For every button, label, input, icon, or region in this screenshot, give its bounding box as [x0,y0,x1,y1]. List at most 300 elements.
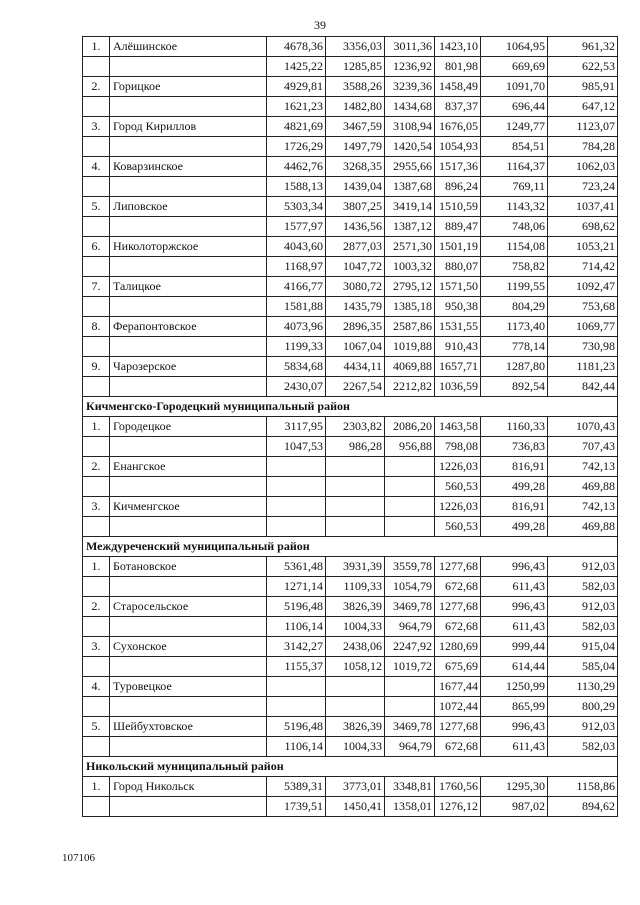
value-cell: 964,79 [385,737,435,757]
value-cell: 1154,08 [481,237,548,257]
value-cell: 1067,04 [326,337,385,357]
value-cell: 1181,23 [548,357,618,377]
value-cell: 987,02 [481,797,548,817]
settlement-name: Чарозерское [110,357,267,377]
value-cell: 1581,88 [267,297,326,317]
empty-cell [110,217,267,237]
value-cell: 1621,23 [267,97,326,117]
value-cell: 1588,13 [267,177,326,197]
value-cell: 1577,97 [267,217,326,237]
value-cell: 915,04 [548,637,618,657]
table-row [83,357,618,377]
value-cell: 1109,33 [326,577,385,597]
value-cell: 675,69 [435,657,481,677]
value-cell: 742,13 [548,457,618,477]
value-cell: 961,32 [548,37,618,57]
row-number: 5. [83,717,110,737]
empty-cell [110,697,267,717]
row-number: 2. [83,597,110,617]
value-cell: 1280,69 [435,637,481,657]
value-cell: 3931,39 [326,557,385,577]
value-cell [267,677,326,697]
empty-cell [83,657,110,677]
value-cell: 611,43 [481,577,548,597]
settlement-name: Коварзинское [110,157,267,177]
value-cell: 672,68 [435,737,481,757]
value-cell: 1287,80 [481,357,548,377]
value-cell: 582,03 [548,737,618,757]
table-row [83,417,618,437]
value-cell: 560,53 [435,477,481,497]
empty-cell [83,797,110,817]
district-name: Никольский муниципальный район [83,757,618,777]
settlement-name: Старосельское [110,597,267,617]
value-cell: 1092,47 [548,277,618,297]
value-cell: 1295,30 [481,777,548,797]
value-cell: 4073,96 [267,317,326,337]
value-cell: 736,83 [481,437,548,457]
value-cell: 582,03 [548,617,618,637]
value-cell: 672,68 [435,617,481,637]
table-row [83,677,618,697]
value-cell: 1571,50 [435,277,481,297]
row-number: 1. [83,417,110,437]
row-number: 9. [83,357,110,377]
value-cell: 880,07 [435,257,481,277]
settlement-name: Енангское [110,457,267,477]
table-row [83,777,618,797]
value-cell: 4678,36 [267,37,326,57]
value-cell: 1072,44 [435,697,481,717]
empty-cell [110,297,267,317]
value-cell: 837,37 [435,97,481,117]
value-cell: 4929,81 [267,77,326,97]
value-cell: 753,68 [548,297,618,317]
row-number: 1. [83,557,110,577]
value-cell: 1143,32 [481,197,548,217]
table-row [83,97,618,117]
value-cell [326,497,385,517]
value-cell: 1091,70 [481,77,548,97]
empty-cell [110,137,267,157]
value-cell: 2430,07 [267,377,326,397]
empty-cell [110,477,267,497]
settlement-name: Шейбухтовское [110,717,267,737]
value-cell: 1676,05 [435,117,481,137]
value-cell: 1173,40 [481,317,548,337]
value-cell [326,477,385,497]
value-cell: 804,29 [481,297,548,317]
value-cell: 1019,88 [385,337,435,357]
empty-cell [110,517,267,537]
value-cell [385,477,435,497]
value-cell: 4043,60 [267,237,326,257]
empty-cell [83,97,110,117]
value-cell: 3826,39 [326,717,385,737]
value-cell: 1271,14 [267,577,326,597]
value-cell: 3419,14 [385,197,435,217]
settlement-name: Липовское [110,197,267,217]
table-row [83,177,618,197]
value-cell: 611,43 [481,737,548,757]
value-cell: 1657,71 [435,357,481,377]
value-cell: 4821,69 [267,117,326,137]
value-cell: 3559,78 [385,557,435,577]
value-cell: 1062,03 [548,157,618,177]
empty-cell [83,297,110,317]
value-cell: 964,79 [385,617,435,637]
value-cell: 672,68 [435,577,481,597]
empty-cell [110,337,267,357]
table-row [83,317,618,337]
value-cell: 611,43 [481,617,548,637]
value-cell: 3080,72 [326,277,385,297]
value-cell: 1434,68 [385,97,435,117]
value-cell: 1019,72 [385,657,435,677]
value-cell: 2955,66 [385,157,435,177]
value-cell: 1463,58 [435,417,481,437]
value-cell: 1425,22 [267,57,326,77]
row-number: 3. [83,637,110,657]
table-row [83,657,618,677]
empty-cell [83,437,110,457]
value-cell: 1168,97 [267,257,326,277]
value-cell: 1277,68 [435,717,481,737]
value-cell: 698,62 [548,217,618,237]
row-number: 2. [83,457,110,477]
value-cell: 1226,03 [435,497,481,517]
empty-cell [83,517,110,537]
value-cell: 469,88 [548,477,618,497]
value-cell: 1054,93 [435,137,481,157]
value-cell [326,697,385,717]
value-cell: 996,43 [481,557,548,577]
value-cell: 1285,85 [326,57,385,77]
value-cell: 1158,86 [548,777,618,797]
value-cell: 1358,01 [385,797,435,817]
value-cell: 784,28 [548,137,618,157]
value-cell: 1436,56 [326,217,385,237]
value-cell: 3108,94 [385,117,435,137]
tariff-table [82,36,618,817]
value-cell: 1439,04 [326,177,385,197]
value-cell: 5834,68 [267,357,326,377]
empty-cell [110,97,267,117]
table-row [83,217,618,237]
empty-cell [83,737,110,757]
value-cell: 3588,26 [326,77,385,97]
value-cell: 1130,29 [548,677,618,697]
value-cell: 3807,25 [326,197,385,217]
value-cell: 1003,32 [385,257,435,277]
settlement-name: Николоторжское [110,237,267,257]
value-cell: 582,03 [548,577,618,597]
value-cell: 1482,80 [326,97,385,117]
table-row [83,377,618,397]
value-cell: 3239,36 [385,77,435,97]
empty-cell [83,697,110,717]
value-cell: 996,43 [481,717,548,737]
value-cell: 801,98 [435,57,481,77]
district-header-row [83,757,618,777]
value-cell: 3826,39 [326,597,385,617]
table-row [83,457,618,477]
value-cell: 3467,59 [326,117,385,137]
value-cell: 1160,33 [481,417,548,437]
row-number: 5. [83,197,110,217]
value-cell: 1123,07 [548,117,618,137]
value-cell: 1277,68 [435,557,481,577]
value-cell: 1450,41 [326,797,385,817]
table-row [83,197,618,217]
value-cell: 892,54 [481,377,548,397]
settlement-name: Городецкое [110,417,267,437]
value-cell: 707,43 [548,437,618,457]
value-cell [385,517,435,537]
value-cell [267,697,326,717]
value-cell: 865,99 [481,697,548,717]
value-cell [267,517,326,537]
table-row [83,557,618,577]
value-cell: 3011,36 [385,37,435,57]
settlement-name: Алёшинское [110,37,267,57]
settlement-name: Сухонское [110,637,267,657]
settlement-name: Ботановское [110,557,267,577]
value-cell: 5303,34 [267,197,326,217]
value-cell [326,677,385,697]
table-row [83,137,618,157]
row-number: 7. [83,277,110,297]
value-cell: 1070,43 [548,417,618,437]
settlement-name: Город Кириллов [110,117,267,137]
table-row [83,477,618,497]
table-row [83,117,618,137]
value-cell: 910,43 [435,337,481,357]
value-cell: 1106,14 [267,737,326,757]
table-row [83,617,618,637]
table-row [83,597,618,617]
empty-cell [83,57,110,77]
value-cell: 800,29 [548,697,618,717]
row-number: 1. [83,37,110,57]
settlement-name: Туровецкое [110,677,267,697]
table-row [83,57,618,77]
empty-cell [110,577,267,597]
empty-cell [83,477,110,497]
empty-cell [83,337,110,357]
value-cell: 1387,12 [385,217,435,237]
value-cell: 614,44 [481,657,548,677]
empty-cell [83,377,110,397]
value-cell: 499,28 [481,517,548,537]
value-cell: 1501,19 [435,237,481,257]
table-row [83,737,618,757]
value-cell: 912,03 [548,717,618,737]
value-cell: 2212,82 [385,377,435,397]
value-cell: 1277,68 [435,597,481,617]
empty-cell [110,177,267,197]
value-cell: 896,24 [435,177,481,197]
value-cell: 999,44 [481,637,548,657]
value-cell: 854,51 [481,137,548,157]
value-cell: 1423,10 [435,37,481,57]
value-cell: 5196,48 [267,717,326,737]
empty-cell [110,797,267,817]
empty-cell [110,257,267,277]
value-cell [267,457,326,477]
value-cell: 4434,11 [326,357,385,377]
value-cell: 1199,33 [267,337,326,357]
value-cell: 1164,37 [481,157,548,177]
table-row [83,77,618,97]
row-number: 6. [83,237,110,257]
value-cell: 996,43 [481,597,548,617]
value-cell: 3348,81 [385,777,435,797]
table-row [83,517,618,537]
value-cell: 1531,55 [435,317,481,337]
row-number: 4. [83,677,110,697]
value-cell [267,497,326,517]
value-cell: 798,08 [435,437,481,457]
district-name: Кичменгско-Городецкий муниципальный район [83,397,618,417]
value-cell: 912,03 [548,557,618,577]
value-cell [385,497,435,517]
value-cell [385,457,435,477]
value-cell: 2587,86 [385,317,435,337]
value-cell: 5196,48 [267,597,326,617]
value-cell: 1047,72 [326,257,385,277]
value-cell: 499,28 [481,477,548,497]
value-cell: 1069,77 [548,317,618,337]
table-row [83,157,618,177]
value-cell: 4462,76 [267,157,326,177]
value-cell: 1226,03 [435,457,481,477]
value-cell: 1004,33 [326,617,385,637]
value-cell: 1054,79 [385,577,435,597]
value-cell: 2303,82 [326,417,385,437]
table-row [83,497,618,517]
value-cell: 585,04 [548,657,618,677]
row-number: 1. [83,777,110,797]
value-cell: 1726,29 [267,137,326,157]
empty-cell [83,217,110,237]
table-row [83,637,618,657]
value-cell: 4069,88 [385,357,435,377]
empty-cell [110,377,267,397]
district-name: Междуреченский муниципальный район [83,537,618,557]
value-cell: 816,91 [481,457,548,477]
value-cell: 742,13 [548,497,618,517]
value-cell: 730,98 [548,337,618,357]
value-cell: 1036,59 [435,377,481,397]
table-row [83,277,618,297]
value-cell: 4166,77 [267,277,326,297]
value-cell: 778,14 [481,337,548,357]
value-cell: 3469,78 [385,597,435,617]
empty-cell [83,617,110,637]
value-cell: 669,69 [481,57,548,77]
value-cell: 842,44 [548,377,618,397]
value-cell [326,457,385,477]
value-cell: 1064,95 [481,37,548,57]
value-cell: 560,53 [435,517,481,537]
value-cell: 985,91 [548,77,618,97]
table-row [83,437,618,457]
empty-cell [110,437,267,457]
table-row [83,257,618,277]
value-cell: 986,28 [326,437,385,457]
value-cell: 1053,21 [548,237,618,257]
page-number: 39 [314,18,326,32]
value-cell: 950,38 [435,297,481,317]
value-cell: 2877,03 [326,237,385,257]
row-number: 3. [83,117,110,137]
value-cell: 2795,12 [385,277,435,297]
value-cell: 714,42 [548,257,618,277]
value-cell: 2247,92 [385,637,435,657]
district-header-row [83,397,618,417]
value-cell: 1199,55 [481,277,548,297]
table-row [83,337,618,357]
value-cell [385,697,435,717]
value-cell: 1276,12 [435,797,481,817]
value-cell: 956,88 [385,437,435,457]
value-cell: 1037,41 [548,197,618,217]
value-cell: 769,11 [481,177,548,197]
document-code: 107106 [62,852,95,864]
table-row [83,237,618,257]
value-cell: 1047,53 [267,437,326,457]
settlement-name: Талицкое [110,277,267,297]
value-cell: 1458,49 [435,77,481,97]
row-number: 4. [83,157,110,177]
value-cell: 1510,59 [435,197,481,217]
value-cell: 3268,35 [326,157,385,177]
value-cell: 2438,06 [326,637,385,657]
value-cell: 1249,77 [481,117,548,137]
value-cell: 1497,79 [326,137,385,157]
value-cell: 1760,56 [435,777,481,797]
table-row [83,797,618,817]
empty-cell [110,617,267,637]
empty-cell [83,577,110,597]
value-cell: 3142,27 [267,637,326,657]
value-cell: 1435,79 [326,297,385,317]
value-cell: 1236,92 [385,57,435,77]
value-cell: 1387,68 [385,177,435,197]
value-cell: 622,53 [548,57,618,77]
settlement-name: Кичменгское [110,497,267,517]
value-cell: 2571,30 [385,237,435,257]
value-cell: 1250,99 [481,677,548,697]
value-cell: 3469,78 [385,717,435,737]
empty-cell [83,177,110,197]
value-cell: 748,06 [481,217,548,237]
value-cell [267,477,326,497]
value-cell: 1420,54 [385,137,435,157]
empty-cell [83,137,110,157]
value-cell: 3773,01 [326,777,385,797]
value-cell: 889,47 [435,217,481,237]
value-cell: 2896,35 [326,317,385,337]
value-cell: 5389,31 [267,777,326,797]
value-cell: 3117,95 [267,417,326,437]
value-cell: 469,88 [548,517,618,537]
settlement-name: Горицкое [110,77,267,97]
district-header-row [83,537,618,557]
row-number: 8. [83,317,110,337]
value-cell: 1155,37 [267,657,326,677]
